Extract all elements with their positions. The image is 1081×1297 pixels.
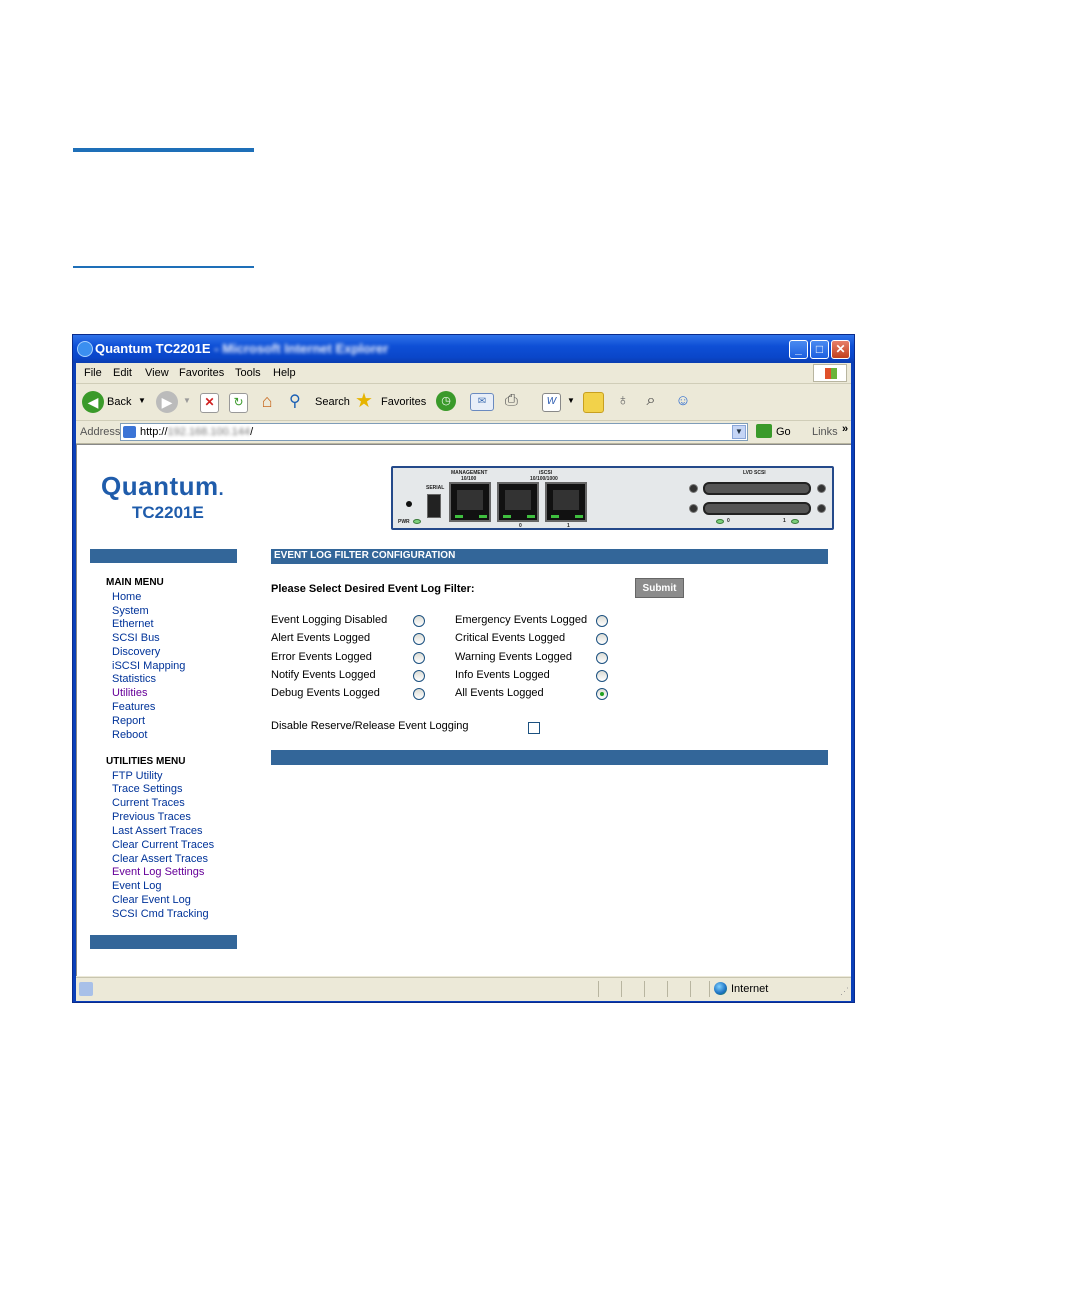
iscsi-speed-label: 10/100/1000 bbox=[530, 476, 558, 482]
radio-all-events[interactable] bbox=[596, 688, 608, 700]
print-icon[interactable]: ⎙ bbox=[505, 392, 518, 409]
status-divider bbox=[598, 981, 599, 997]
menu-link-previous-traces[interactable]: Previous Traces bbox=[112, 811, 191, 823]
menu-link-last-assert-traces[interactable]: Last Assert Traces bbox=[112, 825, 203, 837]
title-bar[interactable] bbox=[73, 335, 854, 363]
option-label: Alert Events Logged bbox=[271, 632, 371, 644]
lvd-scsi-label: LVD SCSI bbox=[743, 470, 766, 476]
option-label: Debug Events Logged bbox=[271, 687, 380, 699]
menu-help[interactable]: Help bbox=[273, 367, 296, 379]
menu-link-ethernet[interactable]: Ethernet bbox=[112, 618, 154, 630]
radio-event-logging-disabled[interactable] bbox=[413, 615, 425, 627]
mail-icon[interactable]: ✉ bbox=[470, 393, 494, 411]
menu-link-event-log-settings[interactable]: Event Log Settings bbox=[112, 866, 205, 878]
radio-error-events[interactable] bbox=[413, 652, 425, 664]
back-icon[interactable]: ◀ bbox=[82, 391, 104, 413]
option-label: Error Events Logged bbox=[271, 651, 372, 663]
research-icon[interactable]: ⌕ bbox=[646, 392, 656, 409]
url-prefix: http:// bbox=[140, 426, 168, 438]
menu-edit[interactable]: Edit bbox=[113, 367, 132, 379]
discuss-icon[interactable] bbox=[583, 392, 604, 413]
menu-link-reboot[interactable]: Reboot bbox=[112, 729, 148, 741]
menu-link-clear-assert-traces[interactable]: Clear Assert Traces bbox=[112, 853, 208, 865]
forward-dropdown-icon[interactable]: ▼ bbox=[183, 396, 191, 405]
management-port bbox=[449, 482, 491, 522]
header-rule-bottom bbox=[73, 266, 254, 268]
back-dropdown-icon[interactable]: ▼ bbox=[138, 396, 146, 405]
status-divider bbox=[667, 981, 668, 997]
option-label: Info Events Logged bbox=[455, 669, 550, 681]
menu-view[interactable]: View bbox=[145, 367, 169, 379]
address-label: Address bbox=[80, 426, 121, 438]
logo-dot: . bbox=[218, 479, 225, 499]
iscsi-port-0 bbox=[497, 482, 539, 522]
section-header-bar bbox=[271, 549, 828, 564]
radio-warning-events[interactable] bbox=[596, 652, 608, 664]
menu-link-scsi-cmd-tracking[interactable]: SCSI Cmd Tracking bbox=[112, 908, 209, 920]
menu-file[interactable]: File bbox=[84, 367, 102, 379]
resize-grip-icon[interactable]: ⋰ bbox=[840, 986, 849, 996]
menu-link-clear-event-log[interactable]: Clear Event Log bbox=[112, 894, 191, 906]
pwr-label: PWR bbox=[398, 519, 410, 525]
scsi-1-label: 1 bbox=[783, 518, 786, 524]
links-label[interactable]: Links bbox=[812, 426, 838, 438]
radio-emergency-events[interactable] bbox=[596, 615, 608, 627]
menu-link-current-traces[interactable]: Current Traces bbox=[112, 797, 185, 809]
status-page-icon bbox=[79, 982, 93, 996]
address-dropdown-icon[interactable]: ▼ bbox=[732, 425, 746, 439]
edit-dropdown-icon[interactable]: ▼ bbox=[567, 396, 575, 405]
ie-icon bbox=[77, 341, 93, 357]
window-title bbox=[95, 341, 388, 356]
refresh-icon[interactable]: ↻ bbox=[229, 393, 248, 413]
port-0-label: 0 bbox=[519, 523, 522, 529]
close-button[interactable]: ✕ bbox=[831, 340, 850, 359]
header-rule-top bbox=[73, 148, 254, 152]
radio-debug-events[interactable] bbox=[413, 688, 425, 700]
menu-bar bbox=[76, 363, 851, 384]
menu-link-system[interactable]: System bbox=[112, 605, 149, 617]
window-body bbox=[76, 363, 851, 1000]
menu-link-discovery[interactable]: Discovery bbox=[112, 646, 161, 658]
scsi-0-led bbox=[716, 519, 724, 524]
section-title: EVENT LOG FILTER CONFIGURATION bbox=[274, 550, 456, 561]
address-url[interactable] bbox=[140, 426, 253, 438]
sidebar-bottom-bar bbox=[90, 935, 237, 949]
menu-link-utilities[interactable]: Utilities bbox=[112, 687, 148, 699]
menu-link-scsi-bus[interactable]: SCSI Bus bbox=[112, 632, 160, 644]
internet-globe-icon bbox=[714, 982, 727, 995]
radio-info-events[interactable] bbox=[596, 670, 608, 682]
stop-icon[interactable]: ✕ bbox=[200, 393, 219, 413]
edit-icon[interactable]: W bbox=[542, 393, 561, 412]
option-label: Event Logging Disabled bbox=[271, 614, 388, 626]
option-label: All Events Logged bbox=[455, 687, 544, 699]
scsi-screw bbox=[689, 504, 698, 513]
menu-link-clear-current-traces[interactable]: Clear Current Traces bbox=[112, 839, 215, 851]
home-icon[interactable]: ⌂ bbox=[261, 391, 273, 411]
disable-reserve-release-checkbox[interactable] bbox=[528, 722, 540, 734]
menu-link-iscsi-mapping[interactable]: iSCSI Mapping bbox=[112, 660, 186, 672]
serial-label: SERIAL bbox=[426, 485, 445, 491]
scsi-screw bbox=[817, 504, 826, 513]
iscsi-label: iSCSI bbox=[539, 470, 553, 476]
filter-prompt: Please Select Desired Event Log Filter: bbox=[271, 583, 475, 595]
windows-logo-icon bbox=[813, 364, 847, 382]
url-host: 192.168.100.144 bbox=[167, 426, 251, 438]
favorites-label[interactable]: Favorites bbox=[381, 396, 427, 408]
menu-link-statistics[interactable]: Statistics bbox=[112, 673, 157, 685]
logo-text: Quantum bbox=[101, 471, 219, 501]
scsi-screw bbox=[817, 484, 826, 493]
search-icon[interactable]: ⚲ bbox=[289, 393, 301, 410]
menu-link-trace-settings[interactable]: Trace Settings bbox=[112, 783, 183, 795]
browser-window bbox=[72, 334, 855, 1003]
address-input[interactable] bbox=[120, 423, 748, 441]
mgmt-speed-label: 10/100 bbox=[461, 476, 477, 482]
go-label: Go bbox=[776, 426, 791, 438]
go-arrow-icon bbox=[756, 424, 772, 438]
back-label[interactable]: Back bbox=[107, 396, 132, 408]
model-name: TC2201E bbox=[132, 503, 204, 522]
messenger-icon[interactable]: ♁ bbox=[617, 392, 629, 409]
utilities-menu-heading: UTILITIES MENU bbox=[106, 756, 186, 767]
menu-link-report[interactable]: Report bbox=[112, 715, 146, 727]
menu-link-ftp-utility[interactable]: FTP Utility bbox=[112, 770, 163, 782]
option-label: Critical Events Logged bbox=[455, 632, 566, 644]
scsi-0-label: 0 bbox=[727, 518, 730, 524]
option-label: Warning Events Logged bbox=[455, 651, 572, 663]
status-zone: Internet bbox=[731, 983, 769, 995]
scsi-connector-1 bbox=[703, 502, 811, 515]
reset-hole bbox=[406, 501, 412, 507]
port-1-label: 1 bbox=[567, 523, 570, 529]
address-bar bbox=[76, 421, 851, 444]
main-menu-heading: MAIN MENU bbox=[106, 577, 164, 588]
menu-link-event-log[interactable]: Event Log bbox=[112, 880, 162, 892]
status-divider bbox=[644, 981, 645, 997]
web-page bbox=[76, 444, 851, 976]
device-panel-image bbox=[391, 466, 834, 530]
pwr-led bbox=[413, 519, 421, 524]
minimize-button[interactable]: _ bbox=[789, 340, 808, 359]
window-title-app: Quantum TC2201E bbox=[95, 341, 211, 356]
checkbox-label: Disable Reserve/Release Event Logging bbox=[271, 720, 469, 732]
radio-alert-events[interactable] bbox=[413, 633, 425, 645]
toolbar bbox=[76, 384, 851, 421]
radio-notify-events[interactable] bbox=[413, 670, 425, 682]
favorites-icon[interactable]: ★ bbox=[355, 390, 373, 412]
scsi-screw bbox=[689, 484, 698, 493]
contacts-icon[interactable]: ☺ bbox=[675, 392, 691, 409]
url-suffix: / bbox=[250, 426, 254, 438]
menu-tools[interactable]: Tools bbox=[235, 367, 261, 379]
status-divider bbox=[709, 981, 710, 997]
menu-favorites[interactable]: Favorites bbox=[179, 367, 225, 379]
forward-icon[interactable]: ▶ bbox=[156, 391, 178, 413]
option-label: Emergency Events Logged bbox=[455, 614, 588, 626]
iscsi-port-1 bbox=[545, 482, 587, 522]
submit-button[interactable]: Submit bbox=[635, 578, 684, 598]
section-footer-bar bbox=[271, 750, 828, 765]
status-divider bbox=[690, 981, 691, 997]
status-divider bbox=[621, 981, 622, 997]
search-label[interactable]: Search bbox=[315, 396, 350, 408]
history-icon[interactable]: ◷ bbox=[436, 391, 456, 411]
serial-port bbox=[427, 494, 441, 518]
radio-critical-events[interactable] bbox=[596, 633, 608, 645]
option-label: Notify Events Logged bbox=[271, 669, 376, 681]
sidebar-top-bar bbox=[90, 549, 237, 563]
scsi-1-led bbox=[791, 519, 799, 524]
maximize-button[interactable]: □ bbox=[810, 340, 829, 359]
window-title-suffix: - Microsoft Internet Explorer bbox=[214, 341, 389, 356]
links-chevron-icon[interactable]: » bbox=[842, 423, 849, 435]
status-bar bbox=[76, 977, 851, 1001]
menu-link-features[interactable]: Features bbox=[112, 701, 156, 713]
quantum-logo bbox=[101, 471, 224, 502]
management-label: MANAGEMENT bbox=[451, 470, 488, 476]
page-icon bbox=[123, 426, 136, 438]
scsi-connector-0 bbox=[703, 482, 811, 495]
menu-link-home[interactable]: Home bbox=[112, 591, 142, 603]
